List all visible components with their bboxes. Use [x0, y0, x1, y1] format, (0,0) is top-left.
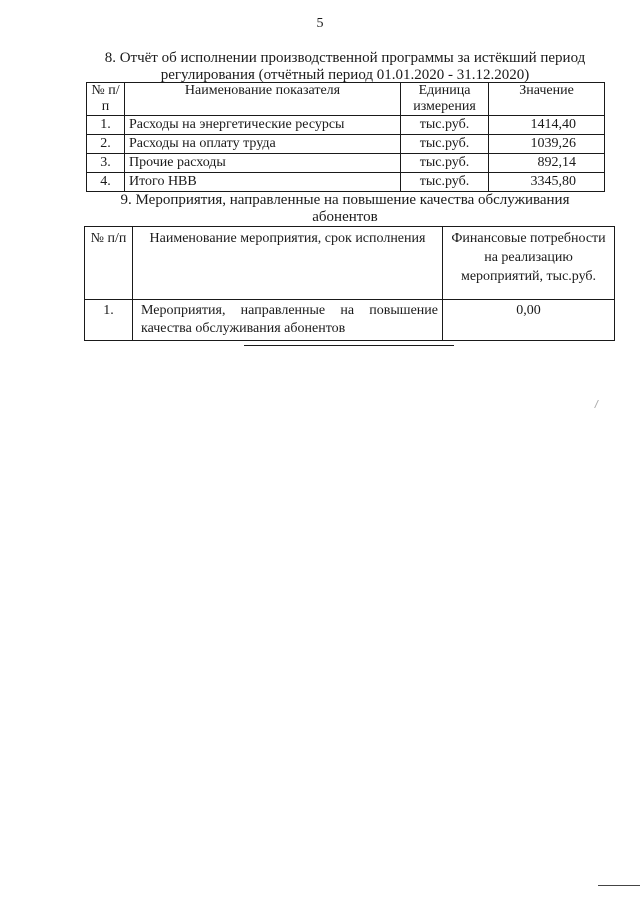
table-row [85, 300, 615, 341]
table-header-row [87, 83, 605, 116]
value: 1039,26 [489, 135, 605, 154]
value: 3345,80 [489, 173, 605, 192]
production-program-report-table [86, 82, 605, 192]
indicator-name: Прочие расходы [125, 154, 401, 173]
section-9-title: 9. Мероприятия, направленные на повышение качества обслуживания абонентов [120, 192, 570, 225]
table-row [87, 154, 605, 173]
row-number: 1. [85, 300, 133, 341]
table-row [87, 173, 605, 192]
unit: тыс.руб. [401, 135, 489, 154]
indicator-name: Расходы на оплату труда [125, 135, 401, 154]
column-header-value: Значение [489, 83, 605, 116]
row-number: 4. [87, 173, 125, 192]
section-8-title: 8. Отчёт об исполнении производственной программы за истёкший период регулирования (отчётный период 01.01.2020 - 31.12.2020) [104, 50, 586, 83]
column-header-measure-name: Наименование мероприятия, срок исполнения [133, 227, 443, 300]
page-number: 5 [316, 16, 324, 31]
column-header-indicator-name: Наименование показателя [125, 83, 401, 116]
unit: тыс.руб. [401, 116, 489, 135]
column-header-number: № п/п [85, 227, 133, 300]
table-row [87, 135, 605, 154]
column-header-financial-needs: Финансовые потребности на реализацию мероприятий, тыс.руб. [443, 227, 615, 300]
scan-mark [594, 400, 603, 408]
indicator-name: Итого НВВ [125, 173, 401, 192]
table-header-row [85, 227, 615, 300]
financial-needs-value: 0,00 [443, 300, 615, 341]
column-header-number: № п/п [87, 83, 125, 116]
value: 1414,40 [489, 116, 605, 135]
column-header-unit: Единица измерения [401, 83, 489, 116]
unit: тыс.руб. [401, 173, 489, 192]
separator-line [244, 345, 454, 346]
unit: тыс.руб. [401, 154, 489, 173]
service-quality-measures-table [84, 226, 615, 341]
row-number: 3. [87, 154, 125, 173]
row-number: 2. [87, 135, 125, 154]
row-number: 1. [87, 116, 125, 135]
table-row [87, 116, 605, 135]
value: 892,14 [489, 154, 605, 173]
indicator-name: Расходы на энергетические ресурсы [125, 116, 401, 135]
measure-name: Мероприятия, направленные на повышение качества обслуживания абонентов [133, 300, 443, 341]
footer-line [598, 885, 640, 886]
